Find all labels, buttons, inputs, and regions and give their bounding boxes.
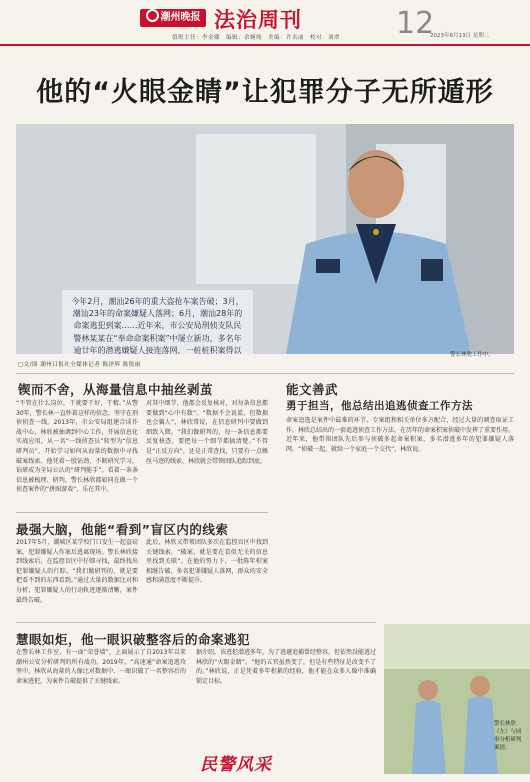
section-1-col2: 对其中细节，他都会反复核对，对每条信息都要做到“心中有数”。“数据不会说谎，但数据也会骗人”，林欣常说，在信息研判中要做到细致入微。“我们做研判的，每一条信息都要反复核查，要把每一个细节都搞清楚。”不管是“正反方向”，还是正常查找，只要有一点蛛丝马迹的线索，林欣就会带领团队追踪到底。 xyxy=(146,400,268,465)
issue-date: 2023年6月13日 星期二 xyxy=(430,33,490,39)
section-3-col1: 2017年5月，潮城区某学校门口发生一起盗窃案，犯罪嫌疑人作案后逃离现场。警长林欣接到线索后，在监控盲区中仔细寻找，最终找出犯罪嫌疑人的行踪。“我们做研判的，就是要把看不到的东西看到。”通过大量的数据比对和分析，犯罪嫌疑人的行动轨迹逐渐清晰，案件最终告破。 xyxy=(16,539,138,604)
section-1-title: 锲而不舍，从海量信息中抽丝剥茧 xyxy=(18,382,214,397)
bottom-photo-caption: 警长林欣（左）与同事分析研判案情。 xyxy=(494,721,522,751)
section-2-label: 能文善武 xyxy=(286,382,339,397)
masthead xyxy=(0,0,530,44)
divider xyxy=(16,373,514,374)
section-1-col1: “不管在什么岗位，干就要干好，干精。”从警30年，警长林一直怀着这样的信念，坚守在刑侦侦查一线。2013年，市公安局组建合成作战中心，林欣被抽调到中心工作，开展信息化实战应用，从一名“一线侦查员”转型为“信息研判员”，开始学习如何从海量的数据中寻找破案线索。他凭着一股钻劲，不断研究学习，钻研成为全局公认的“研判能手”。看着一条条信息被梳理、研判，警长林欣都如同在做一个侦查案件的“拼图游戏”，乐在其中。 xyxy=(16,400,138,494)
logo-ring-icon xyxy=(146,9,159,22)
section-4-col1: 在警长林工作室，有一面“荣誉墙”，上面展示了自2013年以来潮州公安分析研判的所有战功。2019年，“高速通”命案追逃攻坚中，林欣从海量的人像比对数据中，一眼识破了一名整容后的命案逃犯，为案件告破提供了关键线索。 xyxy=(16,649,186,685)
editor-credits: 值班主任：李金娜 编辑：余婉纯 美编：许名丽 校对：刘翠 xyxy=(172,35,341,41)
section-2-body: 命案追逃是案件中最难的环节，专案组和相关单位多方配合，经过大量的调查取证工作。林欣总结出的一套追逃侦查工作方法，在历年的命案积案侦破中发挥了重要作用。近年来，他带领团队先后参与侦破多起命案积案，多名潜逃多年的犯罪嫌疑人落网。“侦破一起，就给一个家庭一个交代”，林欣说。 xyxy=(286,417,514,453)
headline: 他的“火眼金睛”让犯罪分子无所遁形 xyxy=(36,77,494,108)
byline: □文/图 潮州日报社全媒体记者 陈泽辉 陈锐丽 xyxy=(18,362,141,368)
newspaper-logo: 潮州晚报 xyxy=(140,9,206,27)
divider xyxy=(16,512,268,513)
section-2-title: 勇于担当，他总结出追逃侦查工作方法 xyxy=(286,400,473,412)
hero-photo xyxy=(16,124,514,354)
section-4-title: 慧眼如炬，他一眼识破整容后的命案逃犯 xyxy=(16,632,251,647)
intro-card: 今年2月，潮汕26年的重大盗抢车案告破；3月，潮汕23年的命案嫌疑人落网；6月，潮汕28年的命案逃犯到案……近年来，市公安局刑侦支队民警林某某在“奉命命案积案”中屡立新功，多名年逾廿年的潜逃嫌疑人接连落网，一桩桩积案得以 xyxy=(62,290,253,354)
section-3-col2: 此后，林欣又带领团队多次在监控盲区中找到关键线索，“破案，就是要在看似无关的信息里找到关联”。在他的努力下，一批陈年积案相继告破，多名犯罪嫌疑人落网，群众的安全感和满意度不断提升。 xyxy=(146,539,268,585)
photo-caption: 警长林欣工作中。 xyxy=(449,352,494,358)
section-4-col2: 据介绍，该逃犯潜逃多年，为了逃避追捕曾经整容，但依然没能逃过林欣的“火眼金睛”。“他的五官虽然变了，但是有些特征是改变不了的。”林欣说，正是凭着多年积累的经验，他才能在众多人像中准确锁定目标。 xyxy=(196,649,376,685)
page-number: 12 xyxy=(396,6,435,41)
footer-logo: 民警风采 xyxy=(200,755,272,775)
section-brand: 法治周刊 xyxy=(214,7,302,32)
masthead-divider xyxy=(0,44,530,46)
section-3-title: 最强大脑，他能“看到”盲区内的线索 xyxy=(16,522,229,537)
divider xyxy=(16,622,376,623)
